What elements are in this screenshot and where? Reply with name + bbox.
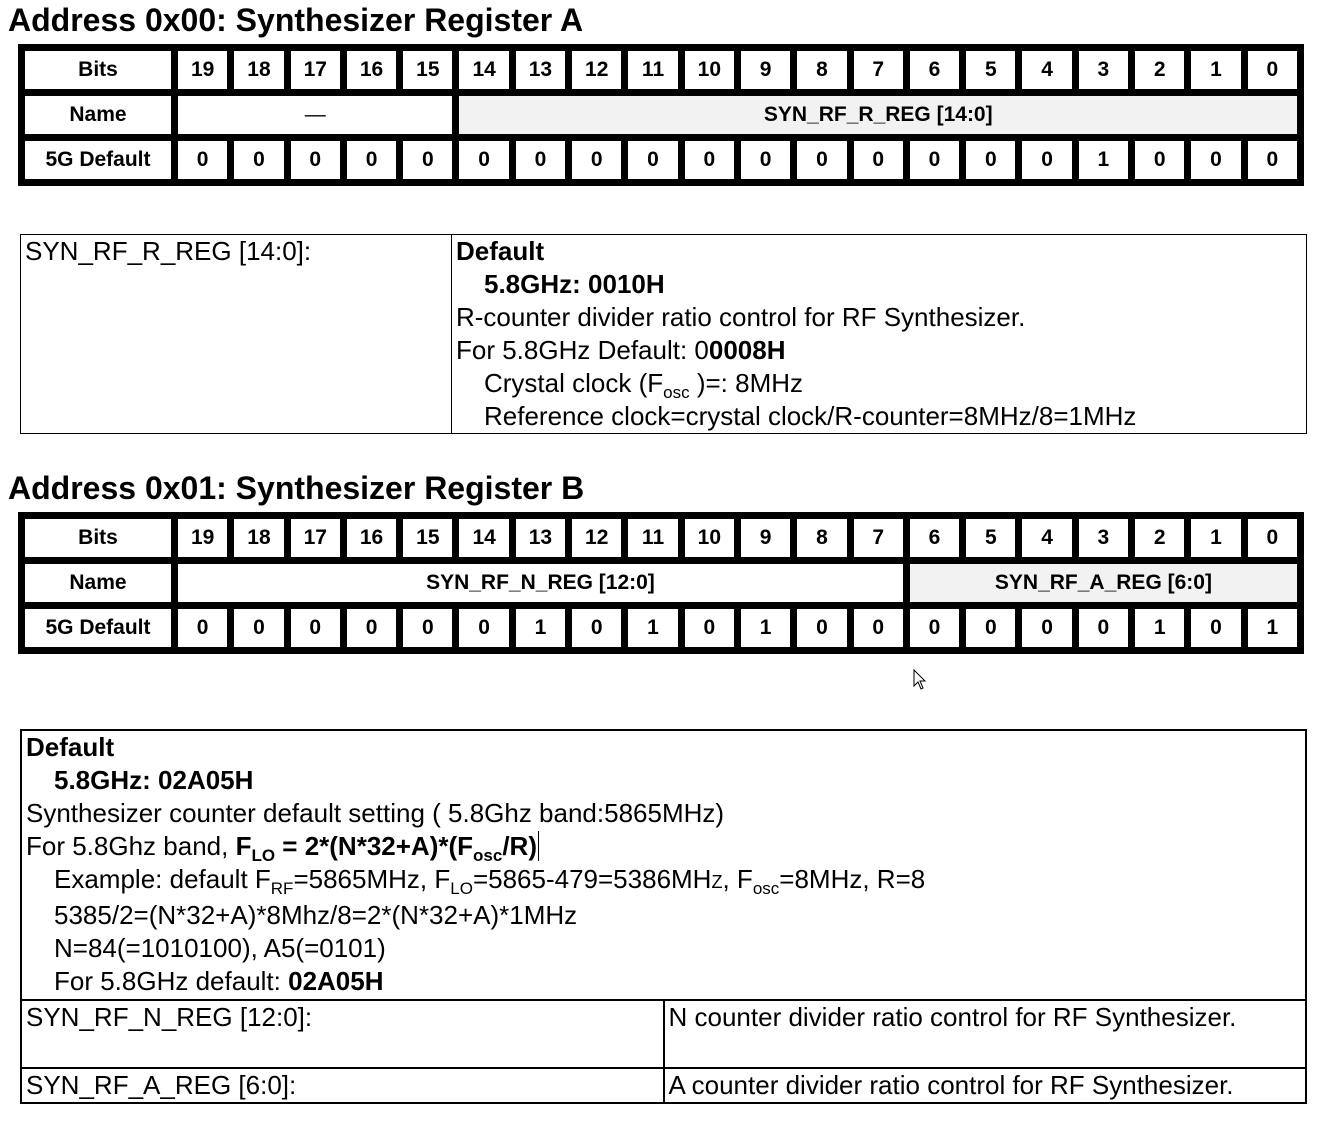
bit-cell: 9 [741, 519, 790, 557]
bit-cell: 15 [403, 519, 452, 557]
bit-cell: 5 [966, 519, 1015, 557]
bit-cell: 10 [685, 51, 734, 89]
description-line: Crystal clock ($F_{osc}$ )=: 8MHz [484, 368, 804, 402]
bit-cell: 4 [1022, 51, 1071, 89]
n-field-description: N counter divider ratio control for RF Synthesizer. [664, 1000, 1307, 1068]
bit-cell: 4 [1022, 519, 1071, 557]
bit-cell: 17 [291, 519, 340, 557]
bit-cell: 7 [854, 51, 903, 89]
syn-rf-n-reg-field: SYN_RF_N_REG [12:0] [178, 564, 903, 602]
bit-cell: 17 [291, 51, 340, 89]
bits-row [25, 51, 1297, 89]
bit-cell: 3 [1079, 519, 1128, 557]
default-cell: 0 [347, 141, 396, 179]
a-field-name: SYN_RF_A_REG [6:0]: [21, 1068, 664, 1103]
default-cell: 0 [966, 141, 1015, 179]
bit-cell: 12 [572, 51, 621, 89]
bit-cell: 18 [234, 519, 283, 557]
description-line: N=84(=1010100), A5(=0101) [54, 933, 386, 963]
default-cell: 0 [291, 141, 340, 179]
default-cell: 0 [966, 609, 1015, 647]
bit-cell: 6 [910, 51, 959, 89]
bit-cell: 7 [854, 519, 903, 557]
default-cell: 0 [628, 141, 677, 179]
bit-cell: 14 [459, 519, 508, 557]
description-line: 5385/2=(N*32+A)*8Mhz/8=2*(N*32+A)*1MHz [54, 900, 578, 930]
bit-cell: 1 [1191, 519, 1240, 557]
description-line: For 5.8GHz default: 02A05H [54, 966, 384, 996]
default-cell: 0 [403, 609, 452, 647]
default-cell: 0 [854, 609, 903, 647]
default-cell: 0 [347, 609, 396, 647]
default-cell: 0 [1135, 141, 1184, 179]
formula-line: For 5.8Ghz band, $F_{LO} = 2*(N*32+A)*(F_{osc}/R)$ [26, 831, 537, 865]
default-cell: 0 [516, 141, 565, 179]
default-cell: 0 [459, 141, 508, 179]
n-field-name: SYN_RF_N_REG [12:0]: [21, 1000, 664, 1068]
default-cell: 0 [1022, 141, 1071, 179]
default-value: 5.8GHz: 0010H [484, 269, 665, 299]
register-b-description [20, 729, 1307, 1104]
default-cell: 1 [1135, 609, 1184, 647]
default-cell: 1 [741, 609, 790, 647]
bit-cell: 2 [1135, 519, 1184, 557]
default-row [25, 609, 1297, 647]
syn-rf-r-reg-field: SYN_RF_R_REG [14:0] [459, 96, 1297, 134]
register-a-description [20, 234, 1307, 434]
bit-cell: 9 [741, 51, 790, 89]
default-row [25, 141, 1297, 179]
default-cell: 0 [854, 141, 903, 179]
default-cell: 0 [178, 141, 227, 179]
default-cell: 0 [234, 609, 283, 647]
register-a-table [18, 44, 1304, 186]
reserved-field: — [178, 96, 452, 134]
default-cell: 0 [1191, 141, 1240, 179]
default-cell: 0 [685, 141, 734, 179]
bit-cell: 18 [234, 51, 283, 89]
default-cell: 1 [1248, 609, 1297, 647]
default-label: 5G Default [25, 609, 171, 647]
default-heading: Default [456, 236, 545, 266]
field-name: SYN_RF_R_REG [14:0]: [21, 235, 452, 434]
description-line: For 5.8GHz Default: 00008H [456, 335, 786, 365]
bit-cell: 19 [178, 519, 227, 557]
bit-cell: 15 [403, 51, 452, 89]
default-cell: 1 [516, 609, 565, 647]
bit-cell: 13 [516, 51, 565, 89]
default-cell: 0 [1191, 609, 1240, 647]
bit-cell: 14 [459, 51, 508, 89]
bit-cell: 5 [966, 51, 1015, 89]
register-b-table [18, 512, 1304, 654]
default-cell: 0 [1248, 141, 1297, 179]
default-cell: 0 [1079, 609, 1128, 647]
bit-cell: 13 [516, 519, 565, 557]
default-label: 5G Default [25, 141, 171, 179]
default-cell: 0 [797, 609, 846, 647]
default-cell: 0 [291, 609, 340, 647]
description-line: Synthesizer counter default setting ( 5.8Ghz band:5865MHz) [26, 798, 725, 828]
default-cell: 0 [910, 141, 959, 179]
bit-cell: 11 [628, 51, 677, 89]
name-label: Name [25, 564, 171, 602]
default-cell: 1 [1079, 141, 1128, 179]
default-cell: 0 [685, 609, 734, 647]
bit-cell: 11 [628, 519, 677, 557]
description-line: R-counter divider ratio control for RF Synthesizer. [456, 302, 1026, 332]
bit-cell: 16 [347, 51, 396, 89]
field-description [452, 235, 1307, 434]
name-row [25, 96, 1297, 134]
a-field-description: A counter divider ratio control for RF Synthesizer. [668, 1070, 1234, 1100]
syn-rf-a-reg-field: SYN_RF_A_REG [6:0] [910, 564, 1297, 602]
register-a-title: Address 0x00: Synthesizer Register A [8, 2, 584, 38]
default-cell: 0 [910, 609, 959, 647]
default-value: 5.8GHz: 02A05H [54, 765, 254, 795]
mouse-cursor-icon [913, 669, 927, 691]
bit-cell: 10 [685, 519, 734, 557]
default-block [21, 730, 1306, 1000]
default-cell: 0 [234, 141, 283, 179]
bit-cell: 3 [1079, 51, 1128, 89]
bits-row [25, 519, 1297, 557]
bit-cell: 6 [910, 519, 959, 557]
default-heading: Default [26, 732, 115, 762]
default-cell: 0 [1022, 609, 1071, 647]
bits-label: Bits [25, 519, 171, 557]
bit-cell: 8 [797, 519, 846, 557]
bit-cell: 8 [797, 51, 846, 89]
default-cell: 0 [572, 609, 621, 647]
default-cell: 0 [459, 609, 508, 647]
bit-cell: 16 [347, 519, 396, 557]
bit-cell: 19 [178, 51, 227, 89]
default-cell: 0 [178, 609, 227, 647]
default-cell: 0 [741, 141, 790, 179]
default-cell: 0 [403, 141, 452, 179]
register-b-title: Address 0x01: Synthesizer Register B [8, 470, 585, 506]
bit-cell: 2 [1135, 51, 1184, 89]
bit-cell: 1 [1191, 51, 1240, 89]
default-cell: 1 [628, 609, 677, 647]
bit-cell: 0 [1248, 519, 1297, 557]
description-line: Reference clock=crystal clock/R-counter=8MHz/8=1MHz [484, 401, 1137, 431]
name-row [25, 564, 1297, 602]
bit-cell: 12 [572, 519, 621, 557]
name-label: Name [25, 96, 171, 134]
default-cell: 0 [797, 141, 846, 179]
example-line: Example: default $F_{RF}=5865MHz$, $F_{LO}=5865-479=5386MHZ$, $F_{osc}=8MHz$, R=8 [54, 864, 926, 898]
default-cell: 0 [572, 141, 621, 179]
bit-cell: 0 [1248, 51, 1297, 89]
bits-label: Bits [25, 51, 171, 89]
